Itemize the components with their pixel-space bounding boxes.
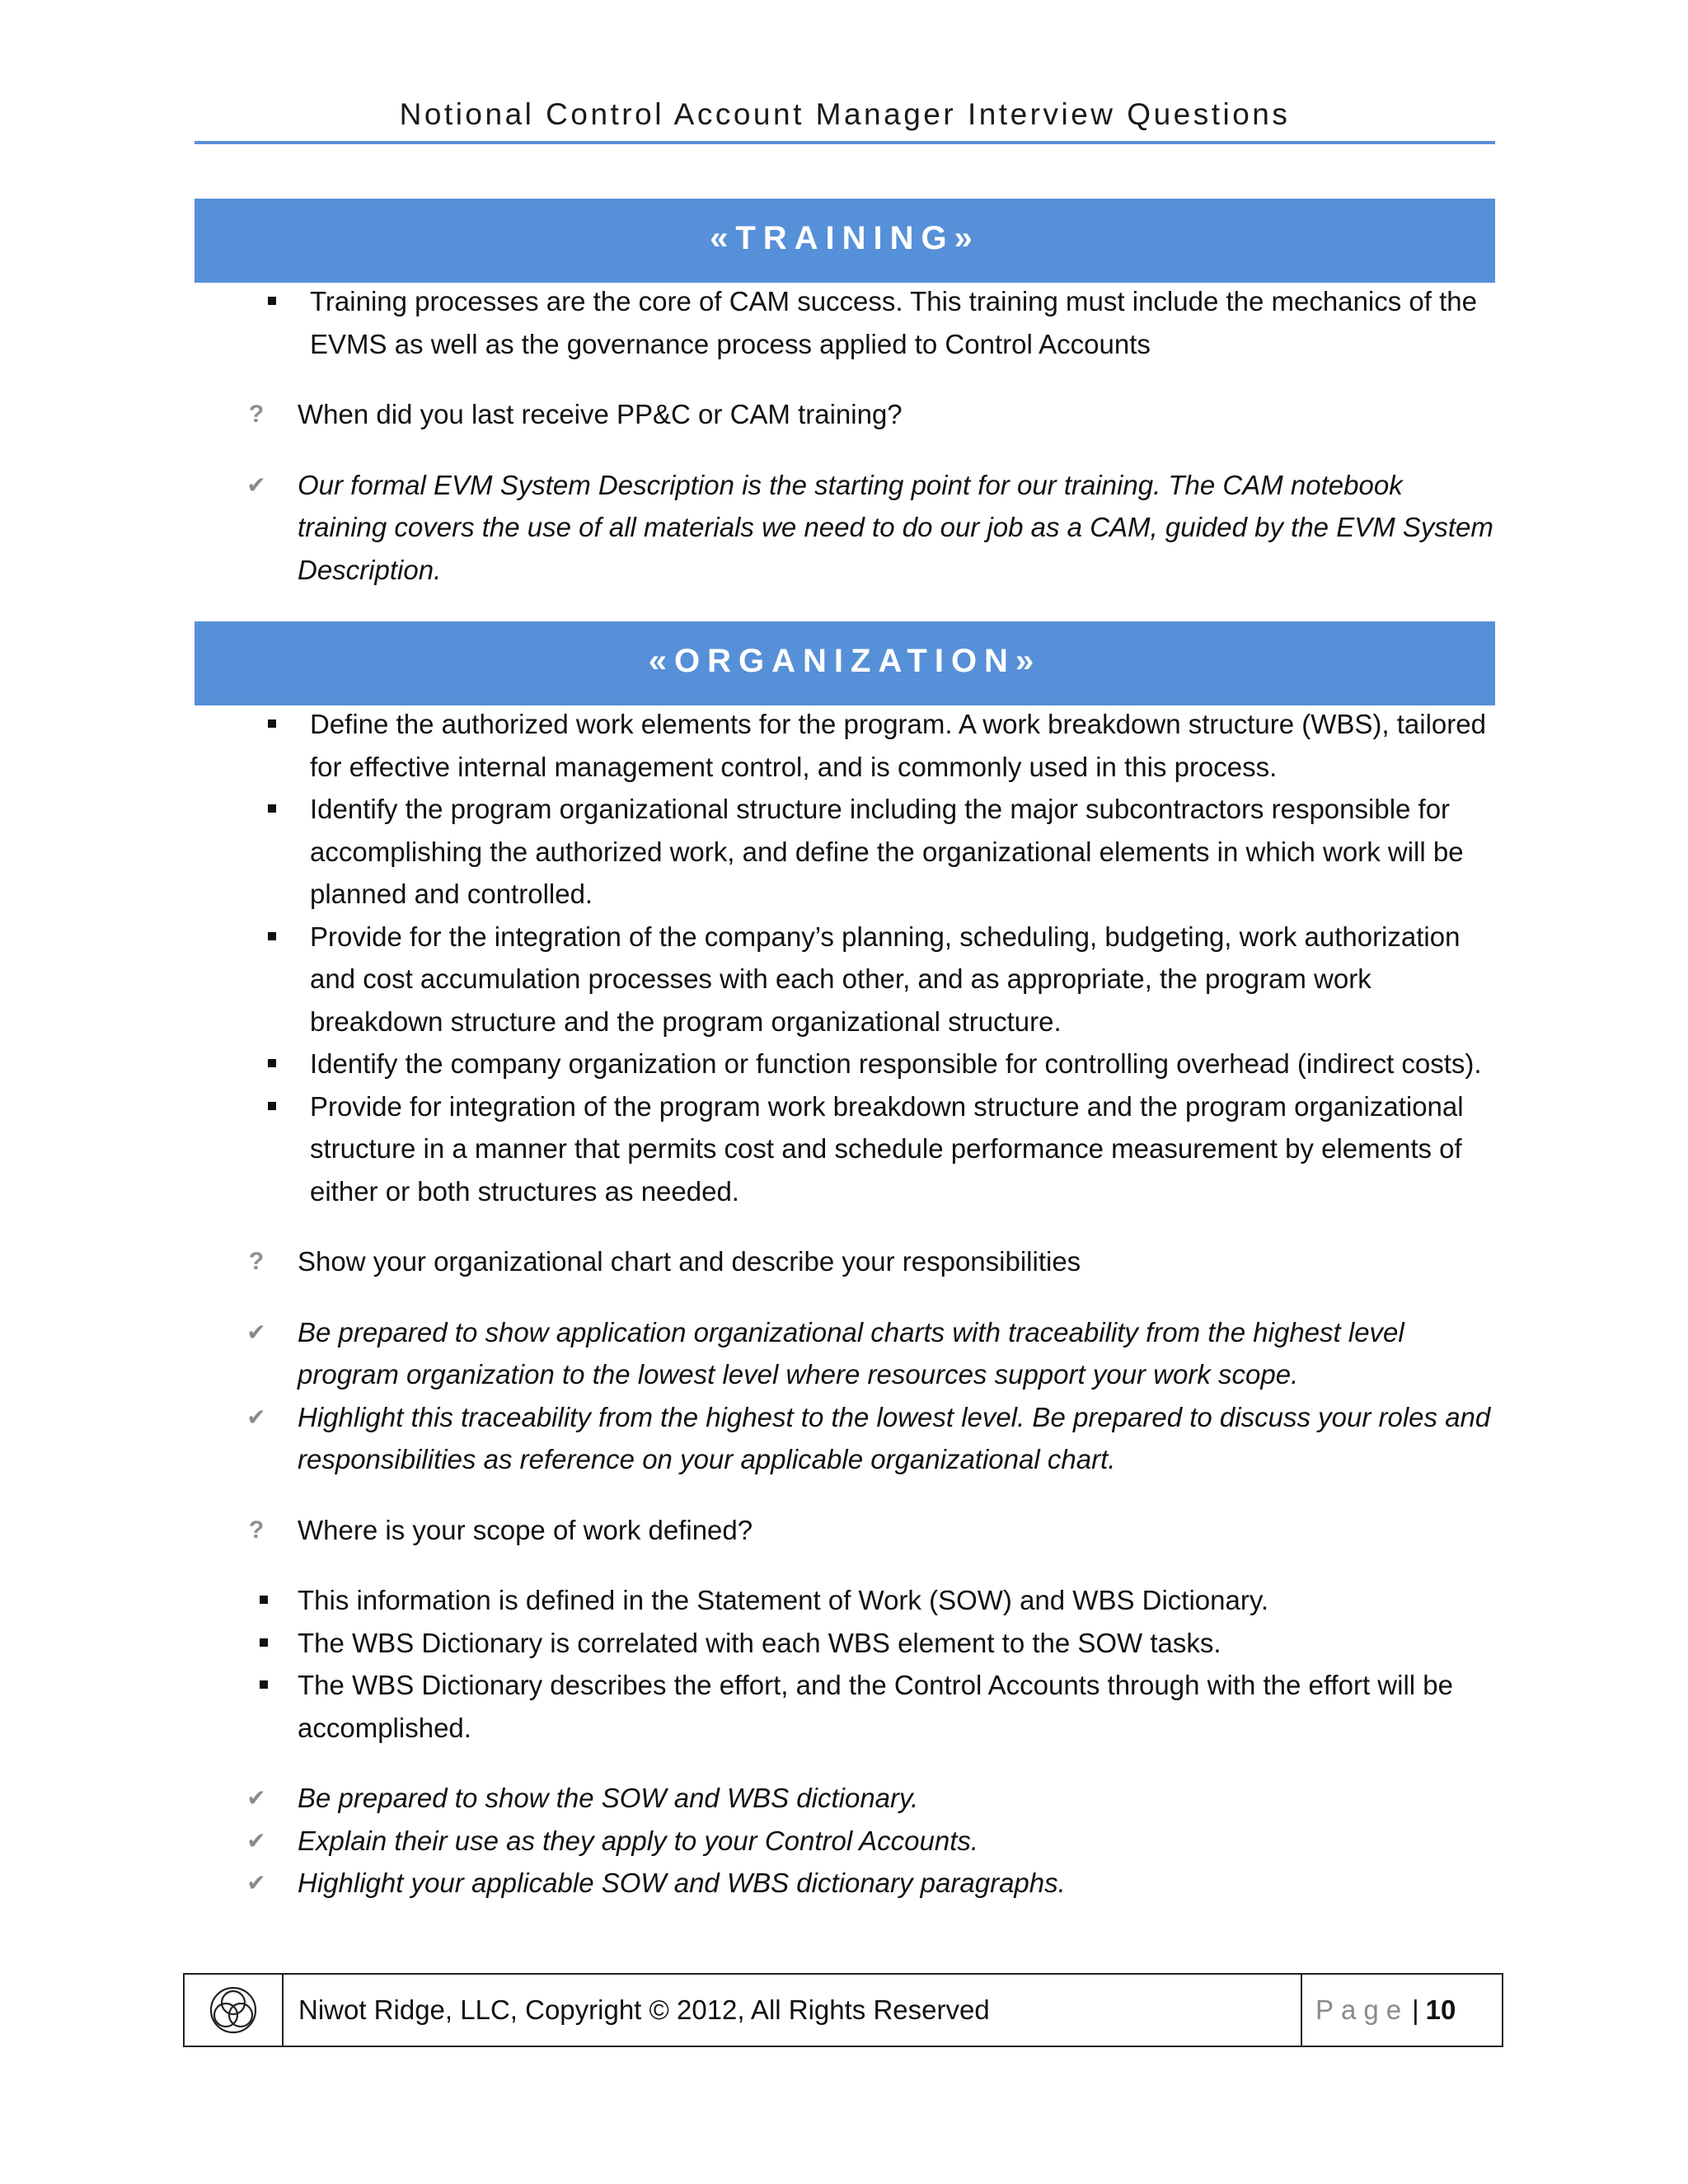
question-mark-icon: ? — [248, 401, 265, 428]
list-item: The WBS Dictionary describes the effort, and the Control Accounts through with the effort will be accomplished. — [195, 1664, 1495, 1749]
list-item: Training processes are the core of CAM success. This training must include the mechanics of the EVMS as well as the governance process applied to Control Accounts — [195, 280, 1495, 365]
footer-logo-cell — [185, 1975, 284, 2046]
page-header-title: Notional Control Account Manager Interview Questions — [399, 97, 1291, 131]
answer-item: ✔ Be prepared to show application organizational charts with traceability from the highest level program organization to the lowest level where resources support your work scope. — [195, 1311, 1495, 1396]
square-bullet-icon — [251, 1579, 276, 1622]
square-bullet-icon — [251, 1622, 276, 1665]
footer-copyright: Niwot Ridge, LLC, Copyright © 2012, All Rights Reserved — [284, 1975, 1302, 2046]
training-content — [195, 280, 1495, 591]
answer-item: ✔ Be prepared to show the SOW and WBS dictionary. — [195, 1777, 1495, 1820]
answer-item: ✔ Explain their use as they apply to your Control Accounts. — [195, 1820, 1495, 1863]
list-item: Identify the company organization or function responsible for controlling overhead (indirect costs). — [195, 1043, 1495, 1085]
question-mark-icon: ? — [248, 1248, 265, 1275]
list-item: Identify the program organizational structure including the major subcontractors responsible for accomplishing the authorized work, and define the organizational elements in which work will be planned and controlled. — [195, 788, 1495, 916]
square-bullet-icon — [260, 280, 284, 323]
question-item: ? Where is your scope of work defined? — [195, 1509, 1495, 1552]
square-bullet-icon — [260, 1043, 284, 1085]
list-item: Define the authorized work elements for the program. A work breakdown structure (WBS), tailored for effective internal management control, and is commonly used in this process. — [195, 703, 1495, 788]
page-separator: | — [1412, 1994, 1419, 2025]
page-number: 10 — [1425, 1994, 1456, 2025]
list-item: Provide for integration of the program work breakdown structure and the program organizational structure in a manner that permits cost and schedule performance measurement by elements of either or both structures as needed. — [195, 1085, 1495, 1213]
list-item: This information is defined in the Statement of Work (SOW) and WBS Dictionary. — [195, 1579, 1495, 1622]
list-item: The WBS Dictionary is correlated with each WBS element to the SOW tasks. — [195, 1622, 1495, 1665]
answer-item: ✔ Highlight your applicable SOW and WBS dictionary paragraphs. — [195, 1862, 1495, 1905]
square-bullet-icon — [260, 1085, 284, 1128]
section-banner-training: «TRAINING» — [195, 199, 1495, 283]
checkmark-icon: ✔ — [246, 1404, 266, 1430]
page-label: Page — [1315, 1994, 1409, 2025]
footer-page-number — [1302, 1975, 1502, 2046]
checkmark-icon: ✔ — [246, 1319, 266, 1345]
checkmark-icon: ✔ — [246, 471, 266, 498]
question-mark-icon: ? — [248, 1516, 265, 1544]
square-bullet-icon — [260, 703, 284, 746]
question-item: ? When did you last receive PP&C or CAM training? — [195, 393, 1495, 436]
list-item: Provide for the integration of the company’s planning, scheduling, budgeting, work authorization and cost accumulation processes with each other, and as appropriate, the program work breakdown structure and the program organizational structure. — [195, 916, 1495, 1043]
question-item: ? Show your organizational chart and describe your responsibilities — [195, 1240, 1495, 1283]
interlocked-rings-icon — [208, 1985, 259, 2036]
square-bullet-icon — [260, 916, 284, 958]
square-bullet-icon — [260, 788, 284, 831]
square-bullet-icon — [251, 1664, 276, 1707]
answer-item: ✔ Our formal EVM System Description is the starting point for our training. The CAM notebook training covers the use of all materials we need to do our job as a CAM, guided by the EVM System Description. — [195, 464, 1495, 592]
page-footer — [183, 1973, 1503, 2047]
section-banner-organization: «ORGANIZATION» — [195, 621, 1495, 705]
organization-content — [195, 703, 1495, 1905]
checkmark-icon: ✔ — [246, 1827, 266, 1854]
checkmark-icon: ✔ — [246, 1785, 266, 1811]
checkmark-icon: ✔ — [246, 1870, 266, 1896]
answer-item: ✔ Highlight this traceability from the highest to the lowest level. Be prepared to discuss your roles and responsibilities as reference on your applicable organizational chart. — [195, 1396, 1495, 1481]
header-rule — [195, 141, 1495, 144]
